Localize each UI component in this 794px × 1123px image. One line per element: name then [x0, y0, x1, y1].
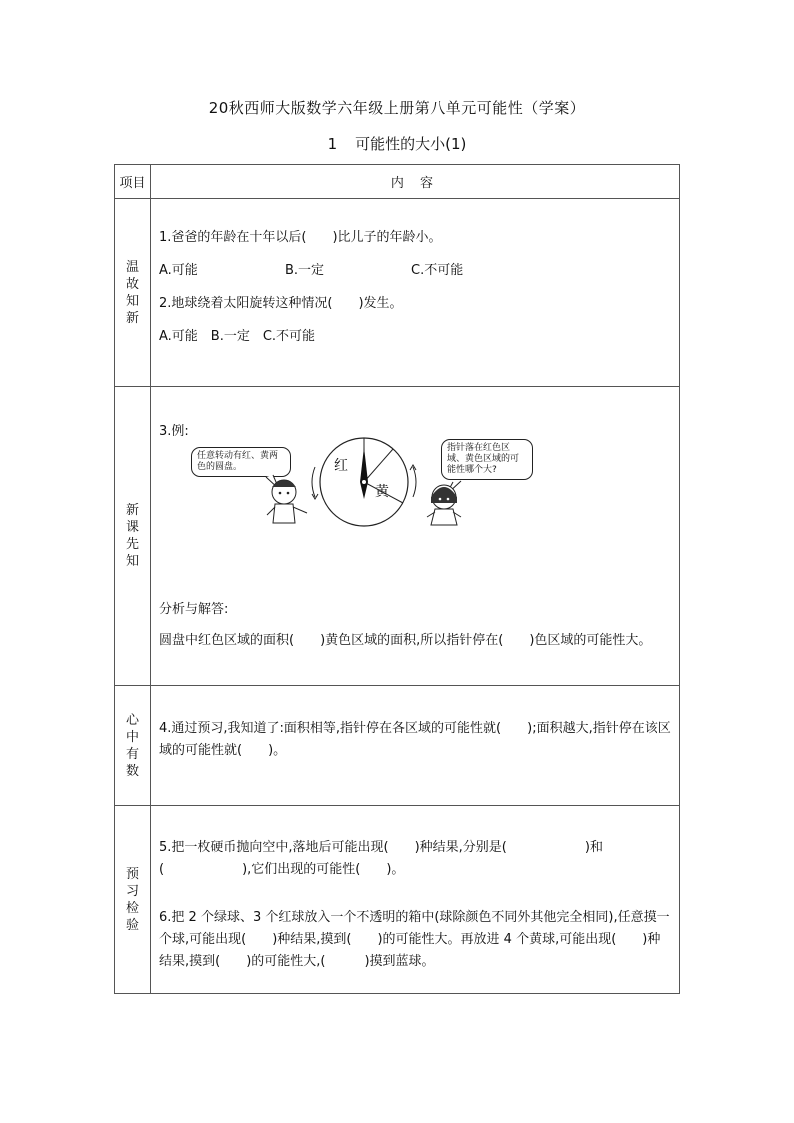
header-item: 项目: [115, 165, 151, 199]
question-1: 1.爸爸的年龄在十年以后( )比儿子的年龄小。: [159, 230, 442, 245]
table-row: [115, 199, 680, 387]
red-region-label: 红: [334, 458, 348, 474]
girl-figure: [427, 485, 461, 525]
option-c: C.不可能: [411, 263, 464, 278]
row-label: [115, 387, 151, 686]
section-label-understanding: 心中有数: [125, 712, 139, 779]
table-header-row: [115, 165, 680, 199]
spinner-illustration: [191, 437, 520, 527]
spinner-diagram: [191, 437, 531, 527]
table-row: [115, 387, 680, 686]
table-row: [115, 686, 680, 806]
lesson-title: 可能性的大小(1): [355, 135, 467, 153]
question-1-options: [159, 260, 673, 282]
section-label-check: 预习检验: [125, 866, 139, 933]
row-content: [151, 686, 680, 806]
question-6: 6.把 2 个绿球、3 个红球放入一个不透明的箱中(球除颜色不同外其他完全相同),任意摸一个球,可能出现( )种结果,摸到( )的可能性大。再放进 4 个黄球,可能出现( )种结果,摸到( )的可能性大,( )摸到蓝球。: [159, 910, 670, 969]
yellow-region-label: 黄: [375, 484, 389, 500]
option-b: B.一定: [285, 263, 325, 278]
question-2-options: A.可能 B.一定 C.不可能: [159, 329, 316, 344]
question-4: 4.通过预习,我知道了:面积相等,指针停在各区域的可能性就( );面积越大,指针停在该区域的可能性就( )。: [159, 721, 671, 758]
row-label: [115, 199, 151, 387]
header-content: 内 容: [151, 165, 680, 199]
page-title: 20秋西师大版数学六年级上册第八单元可能性（学案）: [208, 99, 586, 117]
table-row: [115, 806, 680, 994]
lesson-subtitle: [0, 133, 794, 154]
row-content: [151, 199, 680, 387]
row-label: [115, 686, 151, 806]
analysis-title: 分析与解答:: [159, 602, 229, 617]
section-label-review: 温故知新: [125, 259, 139, 326]
question-3: 3.例:: [159, 424, 189, 439]
analysis-text: 圆盘中红色区域的面积( )黄色区域的面积,所以指针停在( )色区域的可能性大。: [159, 633, 652, 648]
row-label: [115, 806, 151, 994]
question-5: 5.把一枚硬币抛向空中,落地后可能出现( )种结果,分别是( )和( ),它们出现的可能性( )。: [159, 840, 603, 877]
section-label-preview: 新课先知: [125, 503, 139, 569]
question-2: 2.地球绕着太阳旋转这种情况( )发生。: [159, 296, 403, 311]
option-a: A.可能: [159, 263, 198, 278]
row-content: [151, 806, 680, 994]
speech-bubble-left: 任意转动有红、黄两色的圆盘。: [191, 447, 291, 477]
row-content: [151, 387, 680, 686]
worksheet-table: [114, 164, 680, 994]
speech-bubble-right: 指针落在红色区域、黄色区域的可能性哪个大?: [441, 439, 533, 480]
boy-figure: [267, 480, 307, 523]
lesson-number: 1: [327, 135, 338, 153]
